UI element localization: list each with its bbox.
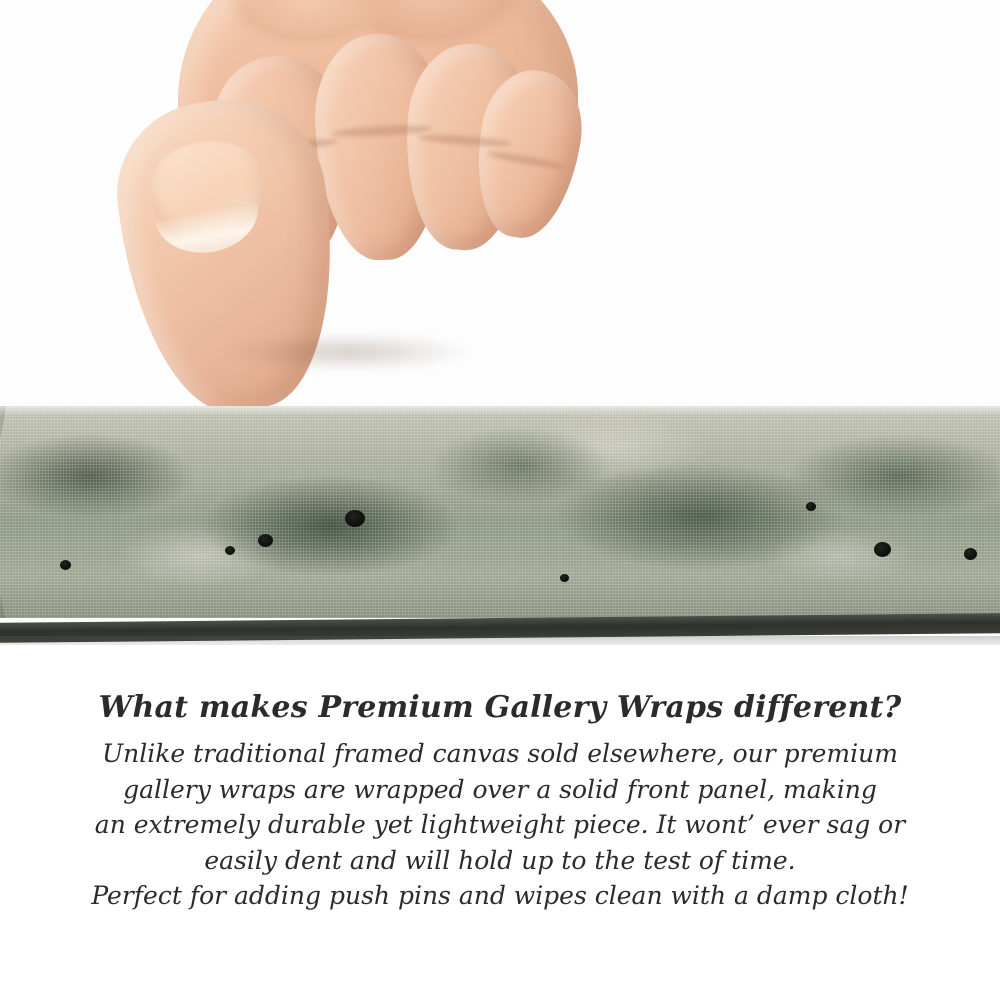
hand-photo — [118, 0, 578, 430]
caption-line: an extremely durable yet lightweight piece. It wont’ ever sag or — [94, 810, 906, 839]
canvas-dark-spot — [874, 542, 891, 557]
caption-line: easily dent and will hold up to the test of time. — [204, 845, 796, 875]
canvas-paint-streaks — [0, 406, 1000, 618]
canvas-edge-strip — [0, 406, 1000, 618]
canvas-dark-spot — [60, 560, 71, 570]
canvas-dark-spot — [225, 546, 235, 555]
canvas-dark-spot — [258, 534, 273, 547]
canvas-drop-shadow — [0, 636, 1000, 645]
caption-line: Perfect for adding push pins and wipes clean with a damp cloth! — [91, 881, 909, 910]
canvas-dark-spot — [806, 502, 816, 511]
canvas-dark-spot — [964, 548, 977, 560]
hand-shadow — [223, 332, 473, 372]
canvas-top-highlight — [0, 406, 1000, 416]
canvas-dark-spot — [560, 574, 569, 582]
caption-line: gallery wraps are wrapped over a solid front panel, making — [123, 774, 877, 804]
caption-headline: What makes Premium Gallery Wraps different? — [98, 690, 902, 725]
canvas-dark-spot — [345, 510, 365, 527]
caption-block — [0, 690, 1000, 914]
caption-line: Unlike traditional framed canvas sold elsewhere, our premium — [102, 739, 898, 768]
